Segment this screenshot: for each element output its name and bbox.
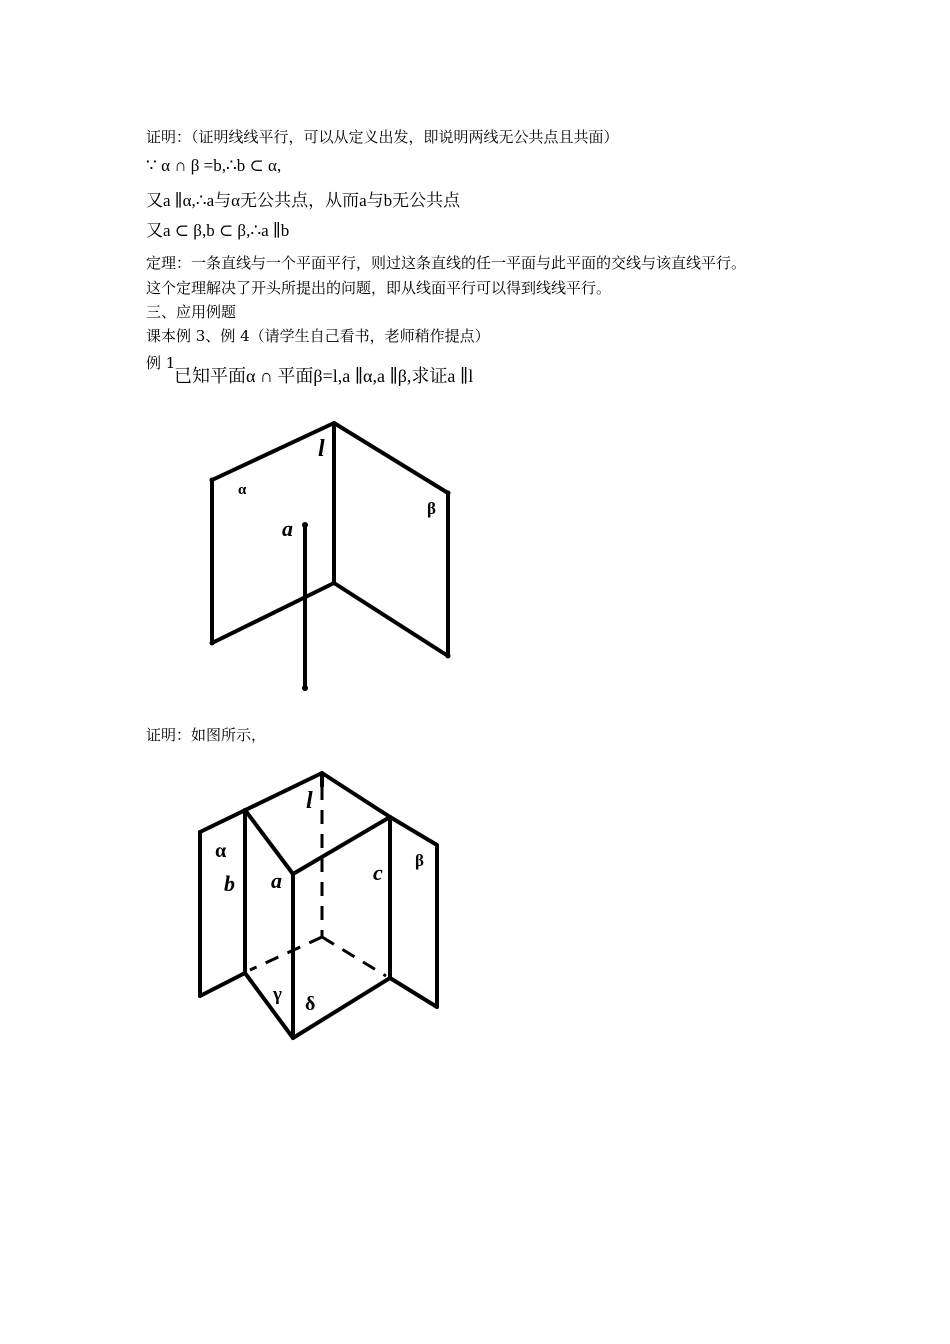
label-gamma: γ — [273, 984, 282, 1005]
label-a: a — [282, 516, 293, 541]
theorem-note: 这个定理解决了开头所提出的问题，即从线面平行可以得到线线平行。 — [146, 279, 612, 297]
label-delta: δ — [305, 993, 316, 1015]
example-statement: 已知平面α ∩ 平面β=l,a ∥α,a ∥β,求证a ∥l — [174, 366, 474, 386]
label-b: b — [224, 871, 235, 896]
proof-step-2: 又a ∥α,∴a与α无公共点，从而a与b无公共点 — [146, 191, 461, 210]
label-beta: β — [427, 499, 436, 518]
section-heading: 三、应用例题 — [146, 303, 237, 321]
label-alpha: α — [215, 840, 227, 862]
plane-beta-edge — [390, 817, 437, 1007]
textbook-examples: 课本例 3、例 4（请学生自己看书，老师稍作提点） — [146, 327, 490, 345]
label-c: c — [373, 860, 383, 885]
plane-gamma-top — [245, 810, 293, 874]
plane-gamma-bottom — [245, 973, 293, 1038]
proof-2-intro: 证明：如图所示， — [146, 726, 267, 744]
theorem: 定理：一条直线与一个平面平行，则过这条直线的任一平面与此平面的交线与该直线平行。 — [146, 254, 747, 272]
plane-alpha-edge — [200, 773, 322, 832]
label-l: l — [318, 436, 325, 462]
label-a: a — [271, 868, 282, 893]
proof-step-3: 又a ⊂ β,b ⊂ β,∴a ∥b — [146, 221, 290, 240]
label-l: l — [306, 788, 313, 814]
label-alpha: α — [238, 482, 247, 498]
label-beta: β — [415, 851, 424, 870]
proof-step-1: ∵ α ∩ β =b,∴b ⊂ α, — [146, 156, 282, 175]
example-label: 例 1 — [146, 354, 176, 372]
proof-intro: 证明：（证明线线平行，可以从定义出发，即说明两线无公共点且共面） — [146, 128, 619, 146]
